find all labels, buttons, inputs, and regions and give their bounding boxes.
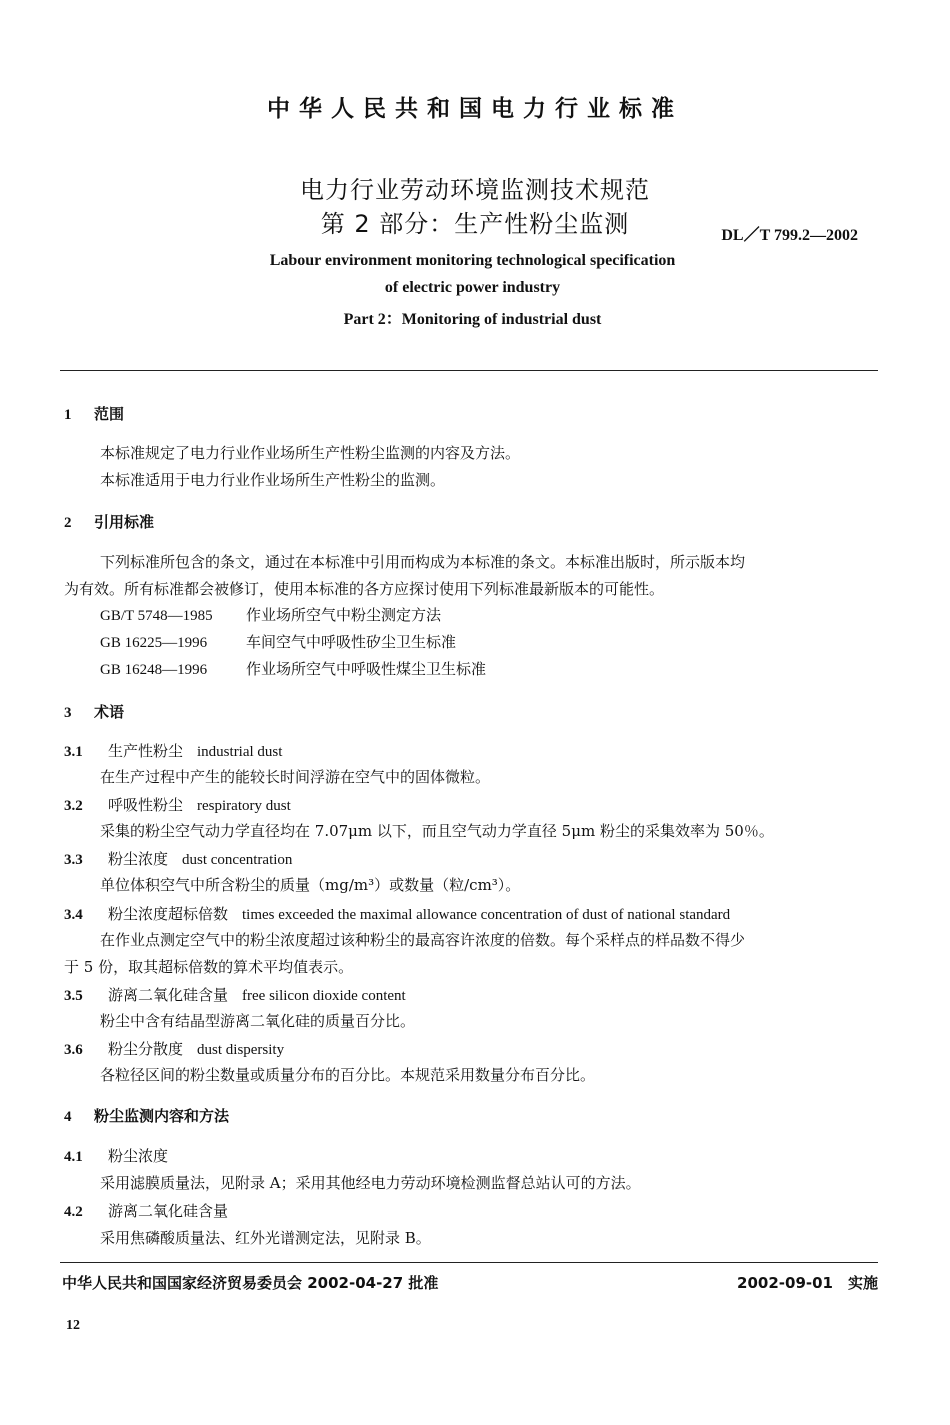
- term-definition-continued: 于 5 份，取其超标倍数的算术平均值表示。: [64, 958, 354, 976]
- term-name: 粉尘浓度: [108, 850, 169, 868]
- subsection-4-1: [64, 1145, 168, 1166]
- term-definition: 在生产过程中产生的能较长时间浮游在空气中的固体微粒。: [100, 768, 491, 786]
- reference-code: GB 16225—1996: [100, 635, 208, 651]
- section-title: 粉尘监测内容和方法: [94, 1107, 230, 1125]
- term-name: 呼吸性粉尘: [108, 796, 184, 814]
- implementation-date: 2002-09-01 实施: [737, 1274, 878, 1292]
- term-number: 3.5: [64, 988, 83, 1004]
- term-name: 游离二氧化硅含量: [108, 986, 229, 1004]
- standard-header: 中华人民共和国电力行业标准: [267, 96, 683, 122]
- subsection-title: 粉尘浓度: [108, 1147, 169, 1165]
- term-name: 粉尘浓度超标倍数: [108, 905, 229, 923]
- term-english: times exceeded the maximal allowance concentration of dust of national standard: [242, 907, 731, 923]
- term-3-2: [64, 794, 291, 815]
- section-title: 范围: [94, 405, 125, 423]
- term-name: 粉尘分散度: [108, 1040, 184, 1058]
- english-title-line2: of electric power industry: [384, 279, 561, 296]
- term-definition: 粉尘中含有结晶型游离二氧化硅的质量百分比。: [100, 1012, 416, 1030]
- term-3-6: [64, 1038, 284, 1059]
- footer-divider: [60, 1262, 878, 1263]
- term-3-1: [64, 740, 282, 761]
- reference-item: [100, 656, 486, 683]
- term-number: 3.1: [64, 744, 83, 760]
- term-definition: 采集的粉尘空气动力学直径均在 7.07μm 以下，而且空气动力学直径 5μm 粉尘的采集效率为 50％。: [100, 822, 774, 840]
- english-title-line1: Labour environment monitoring technological specification: [269, 252, 676, 269]
- document-title: 电力行业劳动环境监测技术规范: [300, 176, 650, 204]
- reference-code: GB/T 5748—1985: [100, 608, 213, 624]
- section-2-heading: [64, 511, 154, 532]
- term-definition: 各粒径区间的粉尘数量或质量分布的百分比。本规范采用数量分布百分比。: [100, 1066, 596, 1084]
- term-number: 3.3: [64, 852, 83, 868]
- reference-title: 作业场所空气中呼吸性煤尘卫生标准: [246, 660, 487, 678]
- subsection-number: 4.1: [64, 1149, 83, 1165]
- term-number: 3.2: [64, 798, 83, 814]
- reference-item: [100, 629, 456, 656]
- subsection-text: 采用焦磷酸质量法、红外光谱测定法，见附录 B。: [100, 1229, 431, 1247]
- term-definition: 单位体积空气中所含粉尘的质量（mg/m³）或数量（粒/cm³）。: [100, 876, 521, 894]
- section-2-para-line-2: 为有效。所有标准都会被修订，使用本标准的各方应探讨使用下列标准最新版本的可能性。: [64, 580, 665, 598]
- term-english: industrial dust: [197, 744, 283, 760]
- section-number: 4: [64, 1109, 72, 1125]
- section-1-para-2: 本标准适用于电力行业作业场所生产性粉尘的监测。: [100, 471, 446, 489]
- section-number: 2: [64, 515, 72, 531]
- standard-number: DL／T 799.2—2002: [721, 227, 858, 244]
- section-3-heading: [64, 701, 124, 722]
- section-number: 1: [64, 407, 72, 423]
- document-subtitle: 第 2 部分：生产性粉尘监测: [320, 210, 630, 238]
- term-english: free silicon dioxide content: [242, 988, 406, 1004]
- section-title: 术语: [94, 703, 125, 721]
- section-1-para-1: 本标准规定了电力行业作业场所生产性粉尘监测的内容及方法。: [100, 444, 521, 462]
- term-number: 3.6: [64, 1042, 83, 1058]
- term-english: dust concentration: [182, 852, 293, 868]
- page-number: 12: [66, 1318, 80, 1333]
- term-english: dust dispersity: [197, 1042, 285, 1058]
- approval-statement: 中华人民共和国国家经济贸易委员会 2002-04-27 批准: [62, 1274, 439, 1292]
- term-definition: 在作业点测定空气中的粉尘浓度超过该种粉尘的最高容许浓度的倍数。每个采样点的样品数不得少: [100, 931, 746, 949]
- term-name: 生产性粉尘: [108, 742, 184, 760]
- subsection-title: 游离二氧化硅含量: [108, 1202, 229, 1220]
- subsection-4-2: [64, 1200, 228, 1221]
- term-english: respiratory dust: [197, 798, 291, 814]
- section-number: 3: [64, 705, 72, 721]
- section-1-heading: [64, 403, 124, 424]
- term-3-5: [64, 984, 406, 1005]
- reference-code: GB 16248—1996: [100, 662, 208, 678]
- section-2-para-line-1: 下列标准所包含的条文，通过在本标准中引用而构成为本标准的条文。本标准出版时，所示版本均: [100, 553, 746, 571]
- reference-title: 作业场所空气中粉尘测定方法: [246, 606, 442, 624]
- section-title: 引用标准: [94, 513, 155, 531]
- term-3-3: [64, 848, 292, 869]
- reference-title: 车间空气中呼吸性矽尘卫生标准: [246, 633, 457, 651]
- term-number: 3.4: [64, 907, 83, 923]
- reference-item: [100, 602, 441, 629]
- subsection-text: 采用滤膜质量法，见附录 A；采用其他经电力劳动环境检测监督总站认可的方法。: [100, 1174, 641, 1192]
- term-3-4: [64, 903, 730, 924]
- section-4-heading: [64, 1105, 229, 1126]
- english-title-line3: Part 2：Monitoring of industrial dust: [343, 311, 602, 328]
- subsection-number: 4.2: [64, 1204, 83, 1220]
- header-divider: [60, 370, 878, 371]
